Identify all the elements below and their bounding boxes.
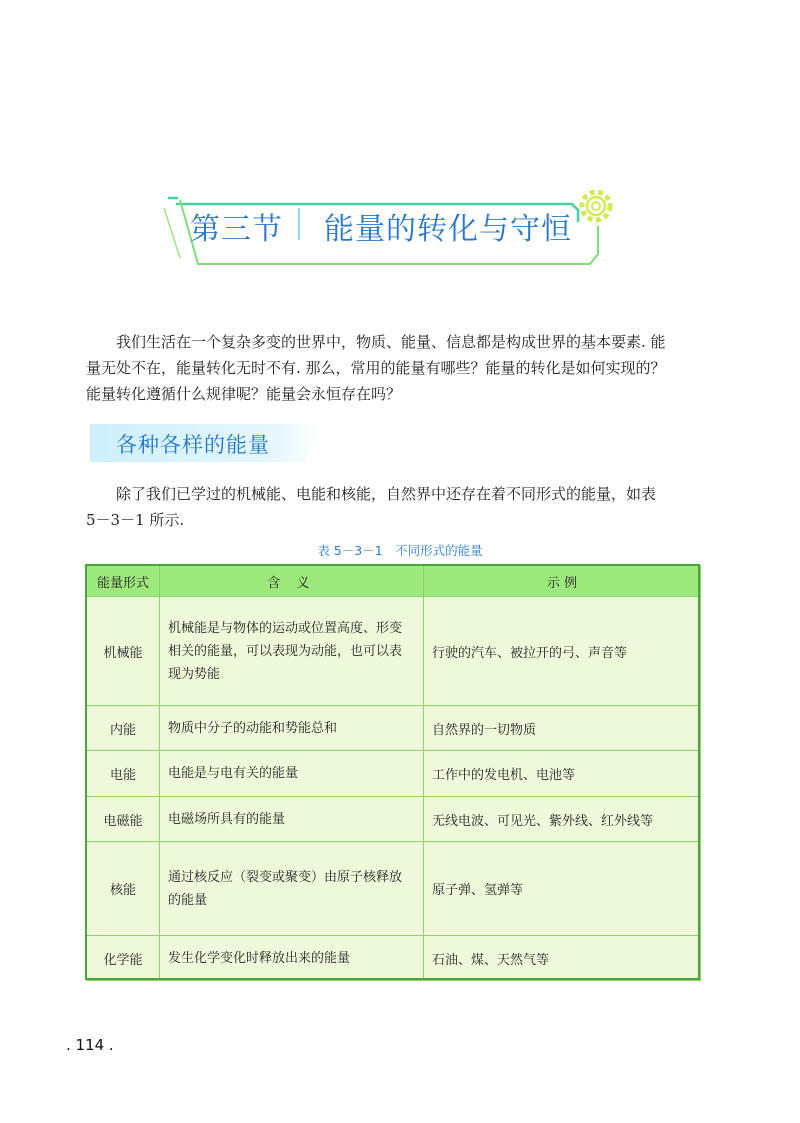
energy-type-cell: 内能 bbox=[87, 706, 160, 751]
page-number: . 114 . bbox=[66, 1036, 114, 1054]
table-row bbox=[87, 936, 701, 981]
example-cell: 无线电波、可见光、紫外线、红外线等 bbox=[424, 797, 701, 842]
table-caption: 表 5－3－1 不同形式的能量 bbox=[317, 543, 483, 558]
meaning-cell bbox=[160, 597, 424, 706]
column-header-example: 示 例 bbox=[424, 566, 701, 597]
table-row bbox=[87, 751, 701, 797]
example-cell: 行驶的汽车、被拉开的弓、声音等 bbox=[424, 597, 701, 706]
meaning-line: 机械能是与物体的运动或位置高度、形变 bbox=[168, 620, 403, 636]
meaning-cell bbox=[160, 751, 424, 797]
intro-line: 能量转化遵循什么规律呢？能量会永恒存在吗？ bbox=[86, 385, 402, 403]
energy-forms-table bbox=[86, 565, 701, 981]
intro-paragraph bbox=[86, 329, 702, 407]
meaning-line: 发生化学变化时释放出来的能量 bbox=[168, 950, 351, 966]
intro-line: 我们生活在一个复杂多变的世界中，物质、能量、信息都是构成世界的基本要素. 能 bbox=[116, 333, 666, 351]
table-row bbox=[87, 842, 701, 936]
energy-type-cell: 机械能 bbox=[87, 597, 160, 706]
table-row bbox=[87, 706, 701, 751]
title-separator bbox=[298, 208, 300, 240]
column-header-meaning: 含 义 bbox=[160, 566, 424, 597]
subheading-text: 各种各样的能量 bbox=[116, 433, 270, 457]
meaning-cell bbox=[160, 936, 424, 981]
meaning-line: 通过核反应（裂变或聚变）由原子核释放 bbox=[168, 869, 403, 885]
table-row bbox=[87, 797, 701, 842]
body-paragraph bbox=[86, 481, 702, 533]
meaning-line: 电磁场所具有的能量 bbox=[168, 811, 286, 827]
meaning-line: 物质中分子的动能和势能总和 bbox=[168, 720, 338, 736]
body-line: 5－3－1 所示. bbox=[86, 511, 185, 529]
energy-type-cell: 电能 bbox=[87, 751, 160, 797]
column-header-type: 能量形式 bbox=[87, 566, 160, 597]
example-cell: 石油、煤、天然气等 bbox=[424, 936, 701, 981]
table-row bbox=[87, 597, 701, 706]
meaning-cell bbox=[160, 842, 424, 936]
meaning-line: 电能是与电有关的能量 bbox=[168, 766, 299, 781]
energy-type-cell: 核能 bbox=[87, 842, 160, 936]
energy-type-cell: 化学能 bbox=[87, 936, 160, 981]
meaning-line: 的能量 bbox=[168, 892, 208, 908]
body-line: 除了我们已学过的机械能、电能和核能，自然界中还存在着不同形式的能量，如表 bbox=[116, 485, 657, 503]
section-number: 第三节 bbox=[190, 212, 283, 247]
section-header bbox=[158, 178, 628, 270]
example-cell: 自然界的一切物质 bbox=[424, 706, 701, 751]
intro-line: 量无处不在，能量转化无时不有. 那么，常用的能量有哪些？能量的转化是如何实现的？ bbox=[86, 359, 666, 377]
meaning-cell bbox=[160, 706, 424, 751]
subheading bbox=[90, 424, 322, 462]
example-cell: 原子弹、氢弹等 bbox=[424, 842, 701, 936]
section-title: 能量的转化与守恒 bbox=[324, 212, 572, 247]
table-header-row bbox=[87, 566, 701, 597]
meaning-cell bbox=[160, 797, 424, 842]
example-cell: 工作中的发电机、电池等 bbox=[424, 751, 701, 797]
gear-icon bbox=[582, 192, 610, 220]
meaning-line: 相关的能量，可以表现为动能，也可以表 bbox=[168, 643, 403, 659]
energy-type-cell: 电磁能 bbox=[87, 797, 160, 842]
meaning-line: 现为势能 bbox=[168, 666, 221, 682]
